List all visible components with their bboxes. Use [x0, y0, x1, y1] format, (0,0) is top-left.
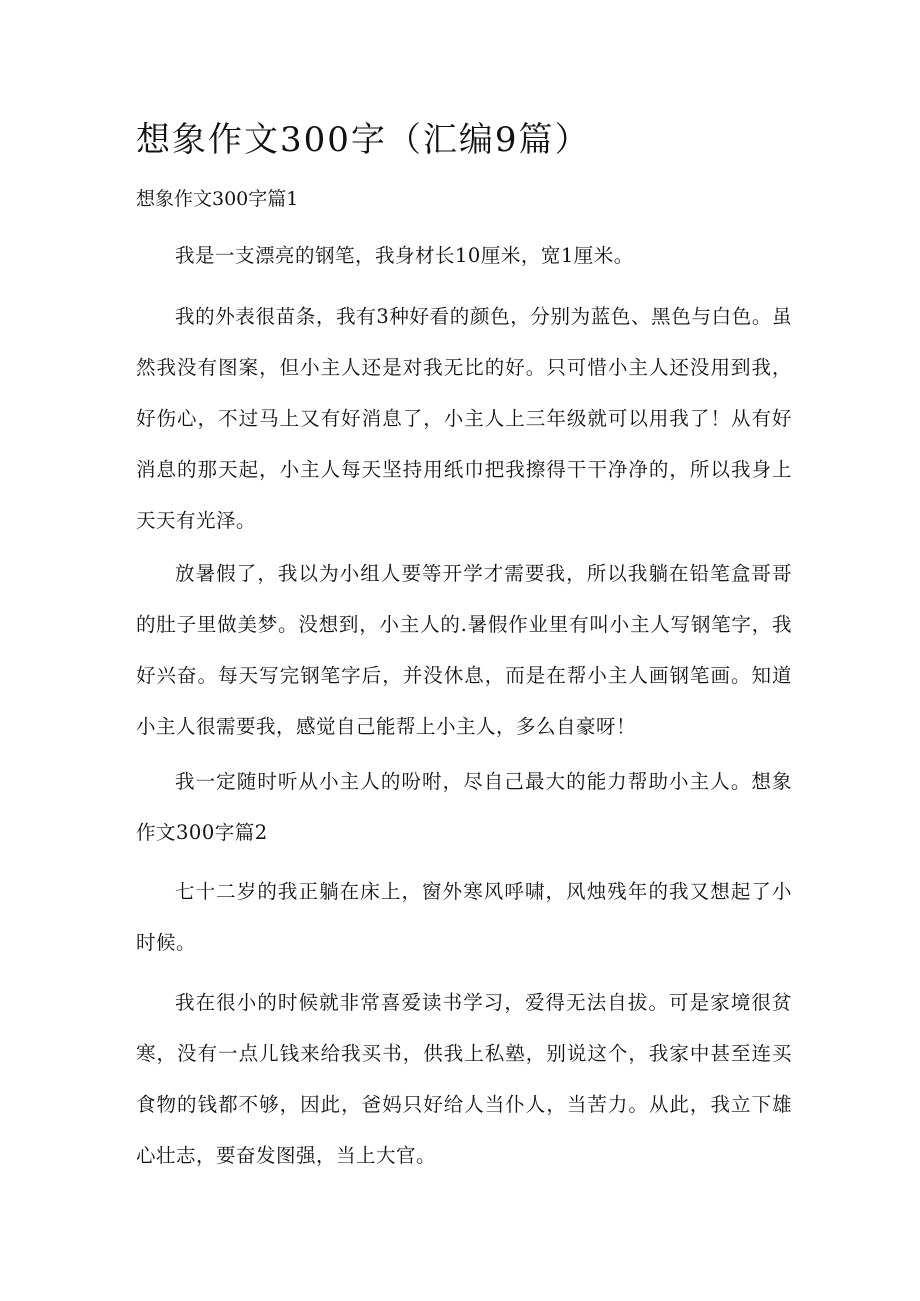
paragraph: 我一定随时听从小主人的吩咐，尽自己最大的能力帮助小主人。想象作文300字篇2 — [136, 770, 792, 844]
paragraph: 我在很小的时候就非常喜爱读书学习，爱得无法自拔。可是家境很贫寒，没有一点儿钱来给我买书，供我上私塾，别说这个，我家中甚至连买食物的钱都不够，因此，爸妈只好给人当仆人，当苦力。从此，我立下雄心壮志，要奋发图强，当上大官。 — [136, 991, 792, 1167]
paragraph: 七十二岁的我正躺在床上，窗外寒风呼啸，风烛残年的我又想起了小时候。 — [136, 880, 792, 954]
paragraph: 我的外表很苗条，我有3种好看的颜色，分别为蓝色、黑色与白色。虽然我没有图案，但小主人还是对我无比的好。只可惜小主人还没用到我，好伤心，不过马上又有好消息了，小主人上三年级就可以用我了！从有好消息的那天起，小主人每天坚持用纸巾把我擦得干干净净的，所以我身上天天有光泽。 — [136, 305, 792, 532]
paragraph: 我是一支漂亮的钢笔，我身材长10厘米，宽1厘米。 — [175, 244, 634, 267]
paragraph: 放暑假了，我以为小组人要等开学才需要我，所以我躺在铅笔盒哥哥的肚子里做美梦。没想到，小主人的.暑假作业里有叫小主人写钢笔字，我好兴奋。每天写完钢笔字后，并没休息，而是在帮小主人画钢笔画。知道小主人很需要我，感觉自己能帮上小主人，多么自豪呀！ — [136, 562, 792, 738]
document-title: 想象作文300字（汇编9篇） — [136, 120, 591, 160]
section-heading: 想象作文300字篇1 — [136, 188, 299, 210]
